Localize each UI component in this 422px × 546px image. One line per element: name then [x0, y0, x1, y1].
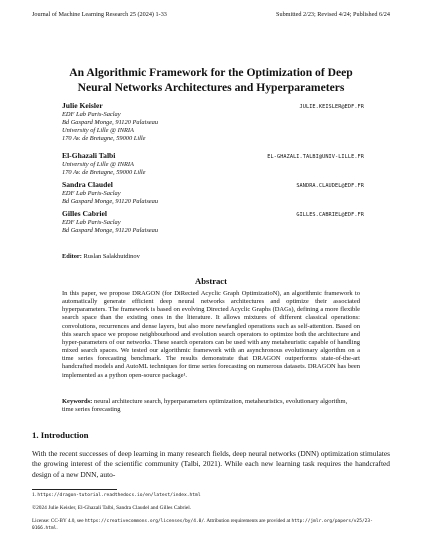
author-block [62, 151, 364, 177]
footnote-divider [32, 489, 117, 490]
keywords-label: Keywords: [62, 398, 93, 405]
author-name: Julie Keisler [62, 101, 103, 110]
license-notice [32, 518, 390, 532]
footnote-link[interactable]: https://dragon-tutorial.readthedocs.io/en/latest/index.html [37, 493, 201, 498]
author-email[interactable]: JULIE.KEISLER@EDF.FR [299, 104, 364, 110]
author-name: Sandra Claudel [62, 180, 113, 189]
affiliation-line: Bd Gaspard Monge, 91120 Palaiseau [62, 197, 159, 205]
license-prefix: License: CC-BY 4.0, see [32, 518, 84, 524]
author-email[interactable]: SANDRA.CLAUDEL@EDF.FR [296, 183, 364, 189]
affiliation-line: EDF Lab Paris-Saclay [62, 218, 121, 226]
affiliation-line: EDF Lab Paris-Saclay [62, 110, 121, 118]
title-line-1: An Algorithmic Framework for the Optimization of Deep [69, 66, 353, 79]
editor-name: Ruslan Salakhutdinov [83, 253, 140, 260]
affiliation-line: 170 Av. de Bretagne, 59000 Lille [62, 168, 146, 176]
author-block [62, 180, 364, 206]
footnote-number: 1. [32, 492, 37, 498]
section-heading: 1. Introduction [32, 430, 89, 440]
author-email[interactable]: GILLES.CABRIEL@EDF.FR [296, 212, 364, 218]
affiliation-line: University of Lille @ INRIA [62, 126, 134, 134]
footnote [32, 492, 390, 499]
editor-label: Editor: [62, 253, 82, 260]
publication-dates: Submitted 2/23; Revised 4/24; Published 6/24 [276, 11, 390, 18]
author-name: Gilles Cabriel [62, 209, 107, 218]
abstract-heading: Abstract [195, 276, 227, 286]
affiliation-line: University of Lille @ INRIA [62, 160, 134, 168]
affiliation-line: 170 Av. de Bretagne, 59000 Lille [62, 135, 146, 143]
keywords-line [62, 398, 360, 414]
author-block [62, 209, 364, 235]
keywords-text: neural architecture search, hyperparameters optimization, metaheuristics, evolutionary algorithm, time series forecasting [62, 398, 348, 414]
title-line-2: Neural Networks Architectures and Hyperparameters [77, 80, 345, 94]
author-email[interactable]: EL-GHAZALI.TALBI@UNIV-LILLE.FR [267, 154, 364, 160]
license-link[interactable]: https://creativecommons.org/licenses/by/4.0/ [84, 519, 205, 524]
license-end: . [56, 525, 58, 531]
introduction-text: With the recent successes of deep learning in many research fields, deep neural networks (DNN) optimization stimulates the growing interest of the scientific community (Talbi, 2021). While each new learning task requires the handcrafted design of a new DNN, auto- [32, 449, 390, 479]
copyright-notice: ©2024 Julie Keisler, El-Ghazali Talbi, Sandra Claudel and Gilles Cabriel. [32, 505, 192, 511]
abstract-text: In this paper, we propose DRAGON (for DiRected Acyclic Graph OptimizatioN), an algorithmic framework to automatically generate efficient deep neural networks architectures and optimize their associated hyperparameters. The framework is based on evolving Directed Acyclic Graphs (DAGs), defining a more flexible search space than the existing ones in the literature. It allows mixtures of different classical operations: convolutions, recurrences and dense layers, but also more newfangled operations such as self-attention. Based on this search space we propose neighbourhood and evolution search operators to optimize both the architecture and hyper-parameters of our networks. These search operators can be used with any metaheuristic capable of handling mixed search spaces. We tested our algorithmic framework with an asynchronous evolutionary algorithm on a time series forecasting benchmark. The results demonstrate that DRAGON outperforms state-of-the-art handcrafted models and AutoML techniques for time series forecasting on numerous datasets. DRAGON has been implemented as a python open-source package¹. [62, 290, 360, 379]
license-middle: . Attribution requirements are provided at [204, 518, 291, 524]
journal-citation: Journal of Machine Learning Research 25 (2024) 1-33 [32, 11, 167, 18]
running-header [32, 11, 390, 19]
affiliation-line: EDF Lab Paris-Saclay [62, 189, 121, 197]
paper-title [40, 66, 382, 95]
affiliation-line: Bd Gaspard Monge, 91120 Palaiseau [62, 226, 159, 234]
editor-line [62, 253, 140, 260]
affiliation-line: Bd Gaspard Monge, 91120 Palaiseau [62, 118, 159, 126]
paper-link[interactable]: http://jmlr.org/papers/v25/23-0166.html [32, 519, 373, 531]
author-block [62, 101, 364, 143]
author-name: El-Ghazali Talbi [62, 151, 116, 160]
